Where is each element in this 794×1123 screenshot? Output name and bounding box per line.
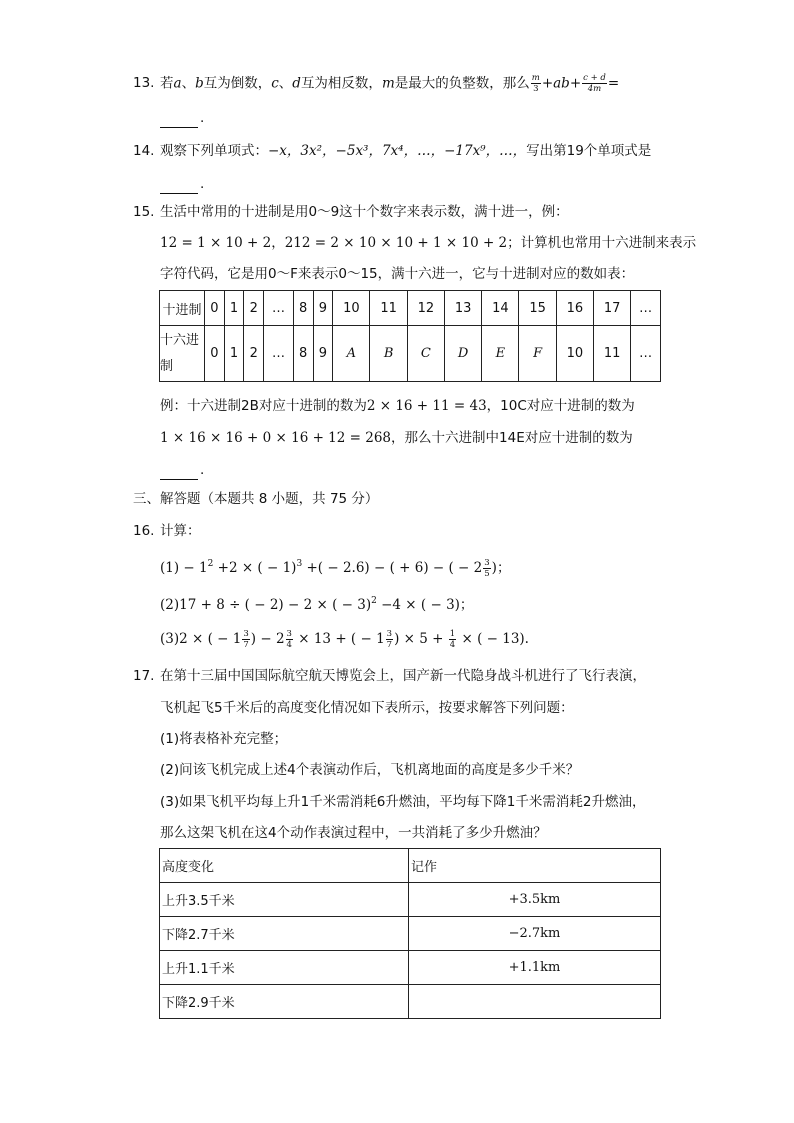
table-cell: D [444,326,481,382]
q15-number: 15. [133,204,155,220]
table-cell: … [264,326,294,382]
hex-decimal-table [159,290,661,382]
table-cell: −2.7km [409,917,661,951]
table-cell: 0 [205,326,225,382]
q14-answer-blank[interactable]: . [160,174,204,194]
table-cell: 13 [444,291,481,326]
table-cell: C [407,326,444,382]
q17-part3b: 那么这架飞机在这4个动作表演过程中，一共消耗了多少升燃油？ [160,825,547,841]
table-cell: 9 [313,326,333,382]
table-row [160,883,661,917]
table-cell: 下降2.9千米 [160,985,409,1019]
q16-part3: (3)2 × ( − 1 $\frac{3}{7}$ ) − 2 $\frac{3}{4}$ × 13 + ( − 1 $\frac{3}{7}$ ) × 5 + $\frac{1}{4}$ × ( − 13). [160,629,529,650]
table-cell: A [333,326,370,382]
q15-example-line2: 1 × 16 × 16 + 0 × 16 + 12 = 268，那么十六进制中14E对应十进制的数为 [160,430,633,446]
q15-answer-blank[interactable]: . [160,460,204,480]
q17-line2: 飞机起飞5千米后的高度变化情况如下表所示，按要求解答下列问题： [160,700,574,716]
table-row [160,849,661,883]
table-cell: +3.5km [409,883,661,917]
q17-part3a: (3)如果飞机平均每上升1千米需消耗6升燃油，平均每下降1千米需消耗2升燃油， [160,794,646,810]
table-row [160,917,661,951]
table-cell: 17 [593,291,630,326]
q16-title: 计算： [160,523,201,539]
q15-example-line1: 例：十六进制2B对应十进制的数为2 × 16 + 11 = 43，10C对应十进制的数为 [160,398,635,414]
table-cell: 11 [370,291,407,326]
table-cell: 16 [556,291,593,326]
table-cell: … [631,291,661,326]
table-cell: 12 [407,291,444,326]
table-row [160,291,661,326]
altitude-table [159,848,661,1019]
table-cell: 2 [244,291,264,326]
table-cell: 十进制 [160,291,205,326]
q16-number: 16. [133,523,155,539]
q17-part1: (1)将表格补充完整； [160,731,288,747]
table-cell: 0 [205,291,225,326]
q15-line1: 生活中常用的十进制是用0～9这十个数字来表示数，满十进一，例： [160,204,569,220]
q15-line2: 12 = 1 × 10 + 2，212 = 2 × 10 × 10 + 1 × 10 + 2；计算机也常用十六进制来表示 [160,235,697,251]
q13-answer-blank[interactable]: . [160,108,204,128]
q16-part2: (2)17 + 8 ÷ ( − 2) − 2 × ( − 3)$^2$ −4 × ( − 3)； [160,596,474,613]
table-cell: 8 [293,291,313,326]
q13-number: 13. [133,75,155,91]
q17-number: 17. [133,668,155,684]
table-cell: 下降2.7千米 [160,917,409,951]
table-cell: B [370,326,407,382]
table-cell: 9 [313,291,333,326]
q14-number: 14. [133,143,155,159]
table-cell: … [264,291,294,326]
table-cell: E [482,326,519,382]
q16-part1: $(1) - 1^2 +2$ × ( − 1)$^3$ +( − 2.6) − ( + 6) − ( − 2 $\frac{3}{5}$ )； [160,558,511,579]
table-header-cell: 记作 [409,849,661,883]
table-cell: 2 [244,326,264,382]
table-cell: 上升3.5千米 [160,883,409,917]
table-row [160,951,661,985]
table-header-cell: 高度变化 [160,849,409,883]
table-cell: … [631,326,661,382]
table-cell: 8 [293,326,313,382]
table-cell: 15 [519,291,556,326]
section-heading: 三、解答题（本题共 8 小题，共 75 分） [133,491,379,507]
table-row [160,326,661,382]
q13-text: 若a、b互为倒数，c、d互为相反数，m是最大的负整数，那么 $\frac{m}{3}$ +ab+ $\frac{c + d}{4m}$ = [160,73,620,94]
q17-part2: (2)问该飞机完成上述4个表演动作后，飞机离地面的高度是多少千米？ [160,762,580,778]
table-cell: 14 [482,291,519,326]
table-cell: 11 [593,326,630,382]
table-cell: 10 [333,291,370,326]
table-cell: 十六进制 [160,326,205,382]
table-answer-cell[interactable] [409,985,661,1019]
q15-line3: 字符代码，它是用0～F来表示0～15，满十六进一，它与十进制对应的数如表： [160,266,635,282]
table-cell: F [519,326,556,382]
table-row [160,985,661,1019]
table-cell: 上升1.1千米 [160,951,409,985]
table-cell: 10 [556,326,593,382]
table-cell: +1.1km [409,951,661,985]
q17-line1: 在第十三届中国国际航空航天博览会上，国产新一代隐身战斗机进行了飞行表演， [160,668,646,684]
q14-text: 观察下列单项式：−x，3x²，−5x³，7x⁴，…，−17x⁹，…，写出第19个单项式是 [160,143,652,159]
table-cell: 1 [224,326,244,382]
table-cell: 1 [224,291,244,326]
